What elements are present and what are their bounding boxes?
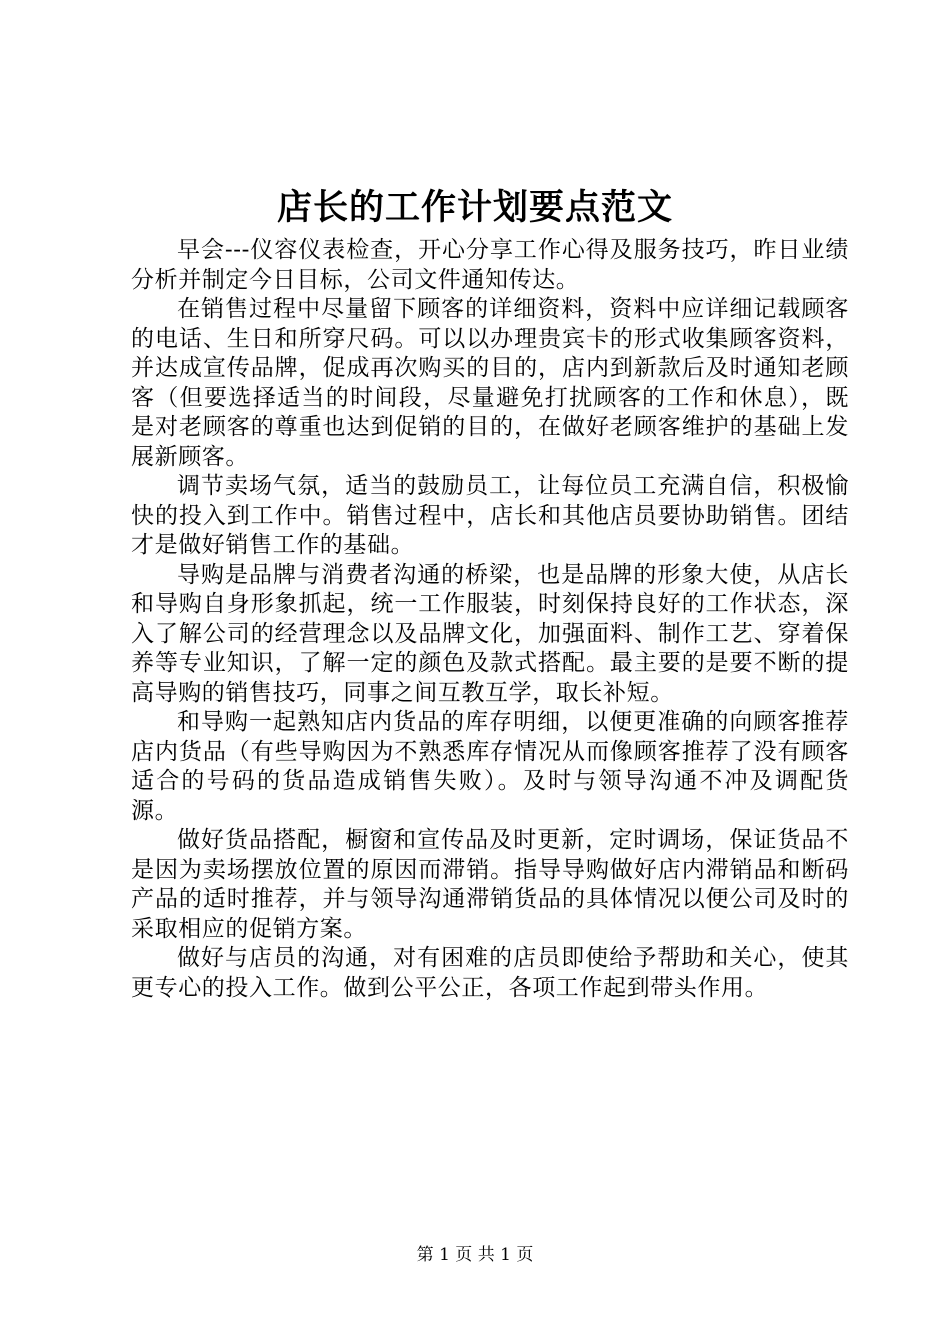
- paragraph-sales-guide: 导购是品牌与消费者沟通的桥梁，也是品牌的形象大使，从店长和导购自身形象抓起，统一工作服装，时刻保持良好的工作状态，深入了解公司的经营理念以及品牌文化，加强面料、制作工艺、穿着保养等专业知识，了解一定的颜色及款式搭配。最主要的是要不断的提高导购的销售技巧，同事之间互教互学，取长补短。: [131, 561, 849, 706]
- document-title: 店长的工作计划要点范文: [276, 187, 673, 228]
- document-body: [131, 236, 849, 1003]
- paragraph-customer-records: 在销售过程中尽量留下顾客的详细资料，资料中应详细记载顾客的电话、生日和所穿尺码。可以以办理贵宾卡的形式收集顾客资料，并达成宣传品牌，促成再次购买的目的，店内到新款后及时通知老顾客（但要选择适当的时间段，尽量避免打扰顾客的工作和休息），既是对老顾客的尊重也达到促销的目的，在做好老顾客维护的基础上发展新顾客。: [131, 296, 849, 470]
- page-footer: 第 1 页 共 1 页: [416, 1245, 534, 1265]
- paragraph-staff-communication: 做好与店员的沟通，对有困难的店员即使给予帮助和关心，使其更专心的投入工作。做到公平公正，各项工作起到带头作用。: [131, 945, 849, 1001]
- paragraph-merchandising: 做好货品搭配，橱窗和宣传品及时更新，定时调场，保证货品不是因为卖场摆放位置的原因而滞销。指导导购做好店内滞销品和断码产品的适时推荐，并与领导沟通滞销货品的具体情况以便公司及时的采取相应的促销方案。: [131, 827, 849, 942]
- paragraph-inventory: 和导购一起熟知店内货品的库存明细，以便更准确的向顾客推荐店内货品（有些导购因为不熟悉库存情况从而像顾客推荐了没有顾客适合的号码的货品造成销售失败）。及时与领导沟通不冲及调配货源。: [131, 709, 849, 824]
- paragraph-morning-meeting: 早会---仪容仪表检查，开心分享工作心得及服务技巧，昨日业绩分析并制定今日目标，公司文件通知传达。: [131, 237, 849, 293]
- paragraph-store-atmosphere: 调节卖场气氛，适当的鼓励员工，让每位员工充满自信，积极愉快的投入到工作中。销售过程中，店长和其他店员要协助销售。团结才是做好销售工作的基础。: [131, 473, 849, 558]
